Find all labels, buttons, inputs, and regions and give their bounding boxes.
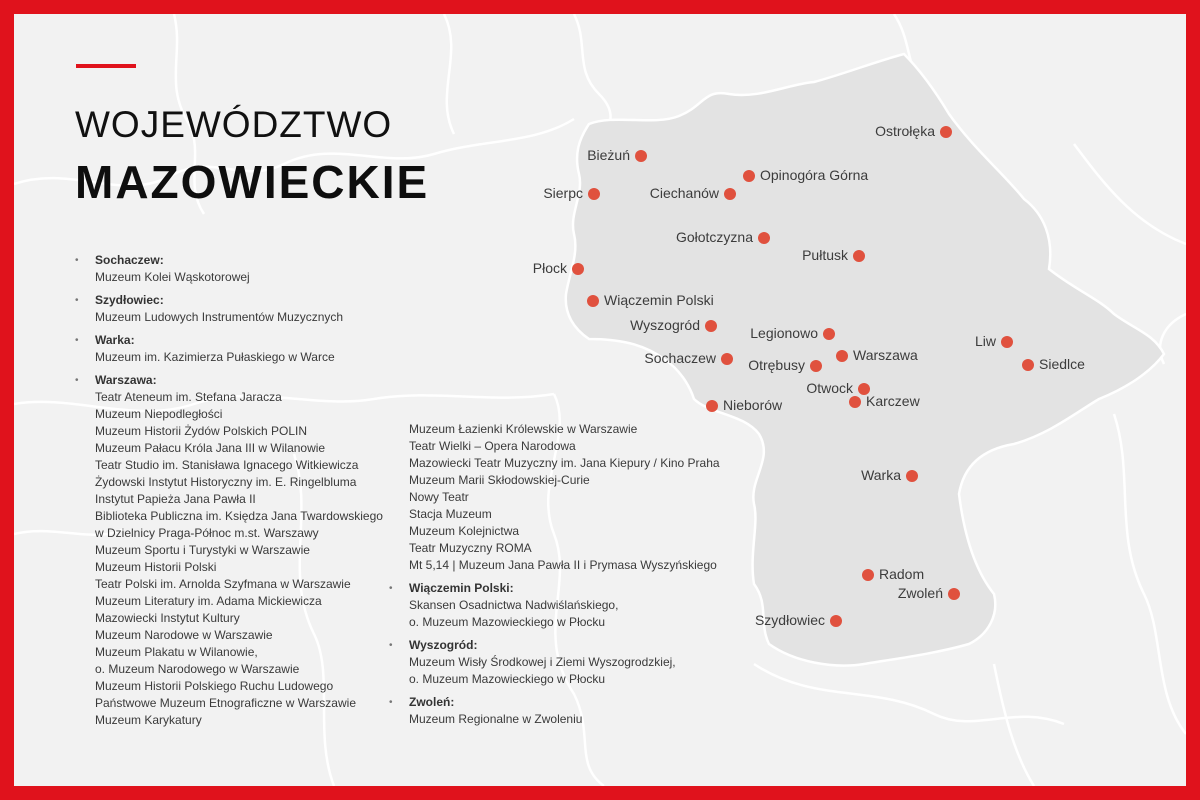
city-marker[interactable] (724, 188, 736, 200)
institution-name: Teatr Polski im. Arnolda Szyfmana w Warszawie (95, 577, 351, 591)
institution-name: Muzeum Karykatury (95, 713, 202, 727)
city-marker[interactable] (705, 320, 717, 332)
city-marker[interactable] (940, 126, 952, 138)
city-marker[interactable] (587, 295, 599, 307)
city-label: Wiączemin Polski (604, 292, 714, 308)
institution-name: Muzeum Historii Żydów Polskich POLIN (95, 424, 308, 438)
city-marker[interactable] (830, 615, 842, 627)
institution-name: Teatr Ateneum im. Stefana Jaracza (95, 390, 282, 404)
institution-name: Muzeum Ludowych Instrumentów Muzycznych (95, 310, 344, 324)
institution-name: Muzeum Narodowe w Warszawie (95, 628, 273, 642)
city-marker[interactable] (849, 396, 861, 408)
city-label: Wyszogród (630, 317, 700, 333)
list-item (389, 637, 749, 688)
city-marker[interactable] (588, 188, 600, 200)
institution-name: Muzeum Kolejnictwa (409, 524, 520, 538)
institution-name: w Dzielnicy Praga-Północ m.st. Warszawy (95, 526, 319, 540)
city-marker[interactable] (862, 569, 874, 581)
city-label: Warszawa (853, 347, 918, 363)
list-item (75, 292, 395, 326)
institution-name: o. Muzeum Narodowego w Warszawie (95, 662, 300, 676)
title-accent-bar (76, 64, 136, 68)
city-marker[interactable] (1022, 359, 1034, 371)
institution-name: Muzeum Regionalne w Zwoleniu (409, 712, 583, 726)
city-marker[interactable] (635, 150, 647, 162)
city-label: Opinogóra Górna (760, 167, 869, 183)
city-label: Siedlce (1039, 356, 1085, 372)
city-label: Liw (974, 333, 996, 349)
institution-name: Teatr Studio im. Stanisława Ignacego Witkiewicza (95, 458, 359, 472)
institution-name: Muzeum Wisły Środkowej i Ziemi Wyszogrodzkiej, (409, 655, 676, 669)
institution-name: Instytut Papieża Jana Pawła II (95, 492, 256, 506)
title-line2: MAZOWIECKIE (75, 156, 430, 208)
location-name: • Zwoleń: (409, 695, 455, 709)
city-marker[interactable] (906, 470, 918, 482)
list-item (389, 421, 749, 574)
city-marker[interactable] (810, 360, 822, 372)
location-name: • Wyszogród: (409, 638, 478, 652)
city-marker[interactable] (721, 353, 733, 365)
institution-name: Muzeum Plakatu w Wilanowie, (95, 645, 258, 659)
city-label: Płock (532, 260, 567, 276)
city-marker[interactable] (758, 232, 770, 244)
city-marker[interactable] (1001, 336, 1013, 348)
list-item (75, 332, 395, 366)
city-label: Gołotczyzna (675, 229, 753, 245)
institution-name: Mazowiecki Instytut Kultury (95, 611, 240, 625)
institution-name: Muzeum Historii Polski (95, 560, 217, 574)
city-marker[interactable] (706, 400, 718, 412)
institution-name: o. Muzeum Mazowieckiego w Płocku (409, 615, 606, 629)
city-marker[interactable] (572, 263, 584, 275)
location-name: • Warszawa: (95, 373, 157, 387)
institution-name: Żydowski Instytut Historyczny im. E. Ringelbluma (95, 475, 357, 489)
city-label: Zwoleń (897, 585, 943, 601)
list-item (75, 252, 395, 286)
city-label: Karczew (866, 393, 920, 409)
city-marker[interactable] (743, 170, 755, 182)
institution-name: Mazowiecki Teatr Muzyczny im. Jana Kiepury / Kino Praha (409, 456, 720, 470)
city-label: Bieżuń (587, 147, 630, 163)
title-line1: WOJEWÓDZTWO (75, 104, 393, 145)
institution-name: Muzeum im. Kazimierza Pułaskiego w Warce (95, 350, 335, 364)
institution-name: Muzeum Marii Skłodowskiej-Curie (409, 473, 590, 487)
institution-name: Biblioteka Publiczna im. Księdza Jana Twardowskiego (95, 509, 383, 523)
list-right (389, 421, 749, 734)
city-label: Legionowo (750, 325, 818, 341)
institution-name: Teatr Wielki – Opera Narodowa (409, 439, 576, 453)
institution-name: Muzeum Literatury im. Adama Mickiewicza (95, 594, 322, 608)
list-item (389, 580, 749, 631)
institution-name: Muzeum Sportu i Turystyki w Warszawie (95, 543, 310, 557)
institution-name: Muzeum Niepodległości (95, 407, 223, 421)
institution-name: Państwowe Muzeum Etnograficzne w Warszawie (95, 696, 356, 710)
location-name: • Sochaczew: (95, 253, 164, 267)
institution-name: Teatr Muzyczny ROMA (409, 541, 532, 555)
city-marker[interactable] (853, 250, 865, 262)
location-name: • Wiączemin Polski: (409, 581, 514, 595)
city-label: Sierpc (543, 185, 583, 201)
institution-name: Muzeum Pałacu Króla Jana III w Wilanowie (95, 441, 326, 455)
city-label: Ostrołęka (875, 123, 935, 139)
city-marker[interactable] (823, 328, 835, 340)
institution-name: Muzeum Łazienki Królewskie w Warszawie (409, 422, 638, 436)
list-item (389, 694, 749, 728)
city-label: Radom (879, 566, 925, 582)
institution-name: Mt 5,14 | Muzeum Jana Pawła II i Prymasa Wyszyńskiego (409, 558, 717, 572)
institution-name: Muzeum Kolei Wąskotorowej (95, 270, 250, 284)
location-name: • Szydłowiec: (95, 293, 164, 307)
institution-name: Stacja Muzeum (409, 507, 492, 521)
city-label: Ciechanów (649, 185, 719, 201)
city-label: Sochaczew (644, 350, 716, 366)
city-marker[interactable] (948, 588, 960, 600)
location-name: • Warka: (95, 333, 135, 347)
institution-name: Muzeum Historii Polskiego Ruchu Ludowego (95, 679, 334, 693)
institution-name: Skansen Osadnictwa Nadwiślańskiego, (409, 598, 619, 612)
city-label: Nieborów (723, 397, 783, 413)
institution-name: Nowy Teatr (409, 490, 469, 504)
city-label: Pułtusk (802, 247, 848, 263)
city-label: Szydłowiec (754, 612, 825, 628)
list-left (75, 252, 395, 735)
list-item (75, 372, 395, 729)
map-frame (14, 14, 1186, 786)
city-label: Warka (861, 467, 901, 483)
city-marker[interactable] (836, 350, 848, 362)
city-label: Otrębusy (748, 357, 805, 373)
city-label: Otwock (806, 380, 853, 396)
institution-name: o. Muzeum Mazowieckiego w Płocku (409, 672, 606, 686)
